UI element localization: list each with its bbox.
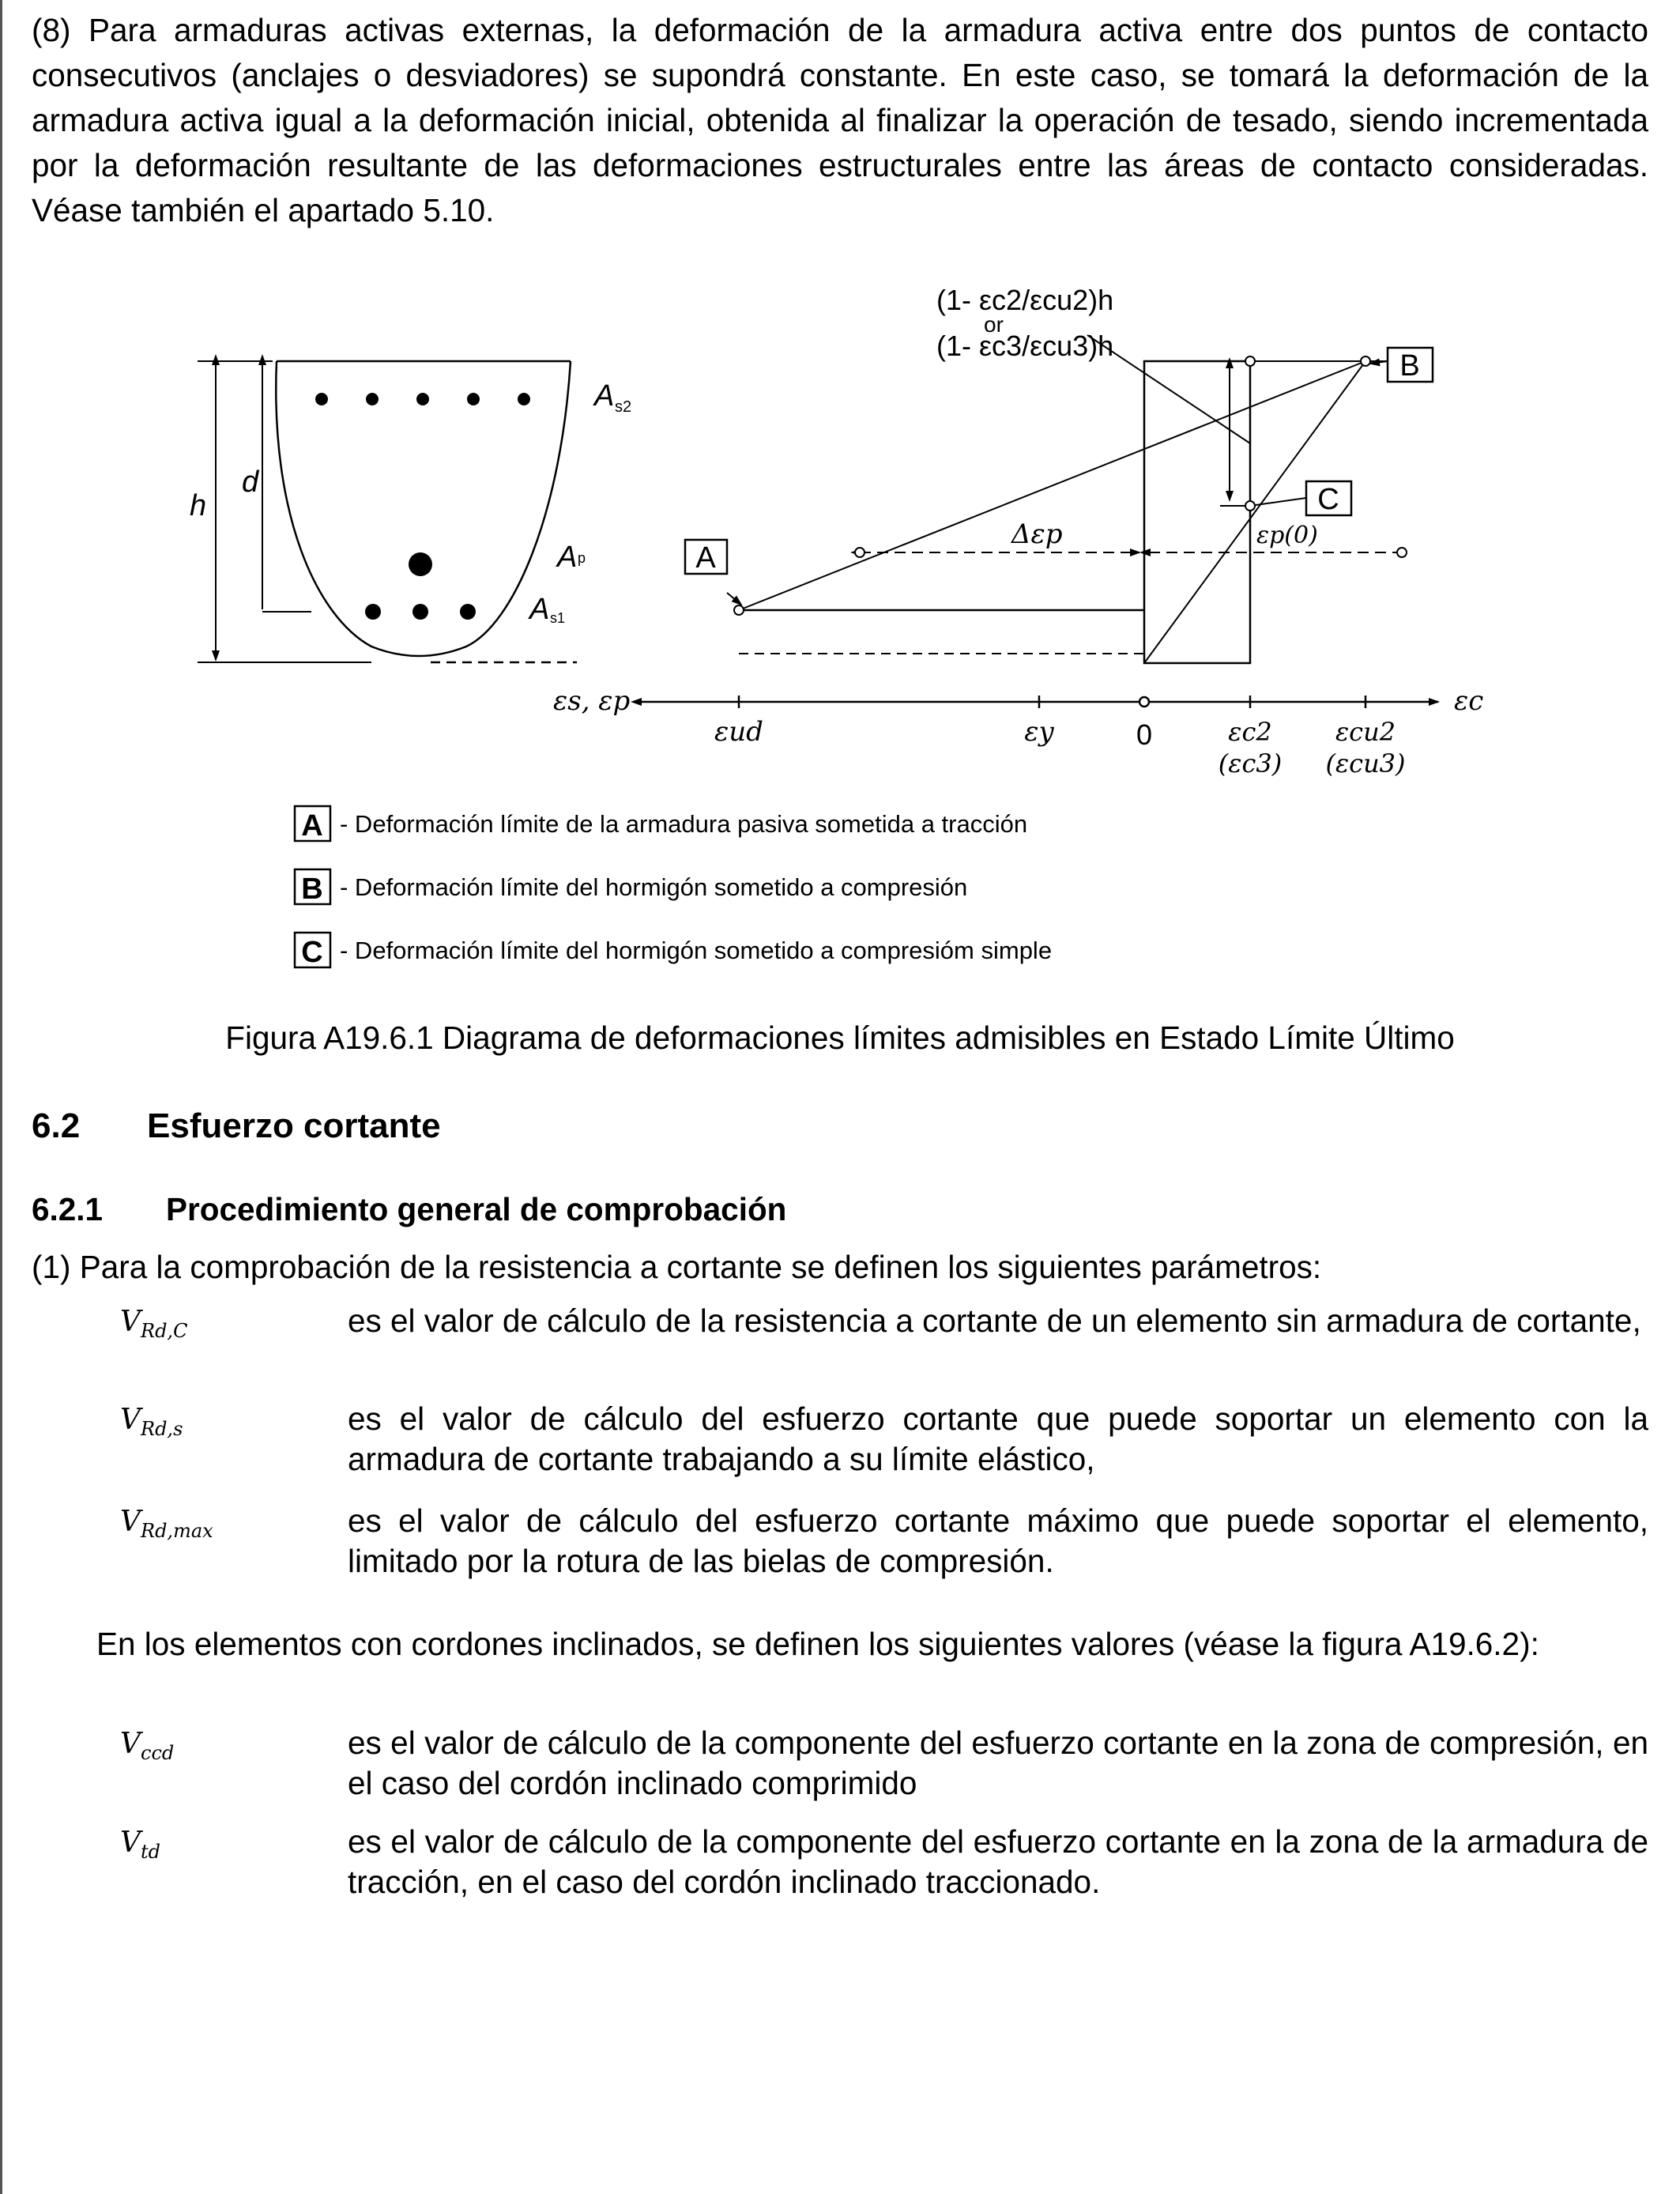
svg-text:- Deformación límite del hormi: - Deformación límite del hormigón sometido a compresión: [340, 873, 968, 901]
bottom-rebar-dot: [412, 604, 428, 620]
svg-text:C: C: [1317, 483, 1339, 516]
dimension-lines: [198, 361, 371, 662]
svg-text:- Deformación límite de la arm: - Deformación límite de la armadura pasiva sometida a tracción: [340, 810, 1028, 838]
paragraph-2: En los elementos con cordones inclinados, se definen los siguientes valores (véase la figura A19.6.2):: [96, 1626, 1539, 1662]
section-title: Esfuerzo cortante: [147, 1106, 441, 1145]
tick-label-zero: 0: [1136, 718, 1153, 751]
point-top-c: [1245, 356, 1255, 366]
h-label: h: [190, 489, 207, 522]
tick-zero-circle: [1139, 697, 1149, 707]
strain-axis: [640, 696, 1438, 708]
box-label-A: [685, 540, 727, 575]
definition-text: es el valor de cálculo de la resistencia a cortante de un elemento sin armadura de cortante,: [348, 1302, 1641, 1339]
definition-text: es el valor de cálculo de la componente del esfuerzo cortante en la zona de compresión, en el caso del cordón inclinado comprimido: [348, 1725, 1648, 1801]
section-number: 6.2: [32, 1106, 81, 1145]
definition-text: es el valor de cálculo del esfuerzo cortante máximo que puede soportar el elemento, limitado por la rotura de las bielas de compresión.: [348, 1502, 1648, 1579]
subsection-number: 6.2.1: [32, 1191, 104, 1227]
legend: [295, 806, 1052, 969]
label-As1: [528, 593, 565, 626]
legend-item-A: [295, 806, 1027, 843]
label-As2: [593, 379, 631, 416]
svg-text:s1: s1: [550, 610, 566, 626]
svg-text:A: A: [695, 541, 716, 575]
ep0-label: εp(0): [1256, 522, 1318, 549]
box-label-B: [1388, 348, 1433, 383]
svg-text:A: A: [529, 593, 550, 626]
svg-text:A: A: [557, 541, 578, 574]
top-rebar-dot: [416, 393, 429, 405]
legend-item-B: [295, 869, 967, 906]
tick-label-ecu3: (εcu3): [1325, 748, 1406, 778]
tick-label-ec2: εc2: [1228, 717, 1272, 747]
definition-text: es el valor de cálculo del esfuerzo cortante que puede soportar un elemento con la armadura de cortante trabajando a su límite elástico,: [348, 1400, 1648, 1477]
tick-label-ecu2: εcu2: [1335, 717, 1396, 747]
d-label: d: [242, 466, 259, 499]
strain-diagram-figure: [32, 253, 1648, 988]
page-left-rule: [0, 0, 2, 2194]
point-C: [1245, 501, 1255, 511]
point-ep0-end: [1397, 548, 1407, 557]
box-label-C: [1306, 481, 1351, 516]
definition-symbol: $V_{Rd,s}$: [120, 1404, 183, 1441]
svg-text:- Deformación límite del hormi: - Deformación límite del hormigón sometido a compresióm simple: [340, 937, 1053, 964]
svg-text:A: A: [301, 809, 323, 843]
svg-text:B: B: [301, 873, 323, 906]
point-B: [1361, 356, 1370, 366]
top-label-or: or: [984, 312, 1004, 337]
axis-left-label: εs, εp: [553, 685, 631, 717]
point-A: [734, 605, 744, 615]
top-label-line1: (1- εc2/εcu2)h: [936, 284, 1114, 316]
svg-text:A: A: [594, 379, 615, 413]
c-pointer-line: [1250, 498, 1306, 506]
bottom-rebar-dot: [460, 604, 476, 620]
definition-symbol: $V_{ccd}$: [120, 1728, 175, 1765]
legend-item-C: [295, 933, 1052, 969]
bottom-rebar-dot: [365, 604, 381, 620]
definition-symbol: $V_{Rd,C}$: [120, 1306, 188, 1343]
svg-text:s2: s2: [615, 398, 632, 416]
prestress-tendon-dot: [409, 552, 432, 576]
concrete-strain-block: [1144, 361, 1250, 663]
top-rebar-dot: [518, 393, 530, 405]
subsection-title: Procedimiento general de comprobación: [166, 1191, 787, 1227]
top-rebar-dot: [467, 393, 480, 405]
tick-label-ey: εy: [1024, 716, 1054, 748]
tick-label-eud: εud: [714, 716, 763, 748]
point-ep-line: [855, 548, 864, 557]
svg-text:C: C: [301, 936, 323, 969]
strain-diagram-svg: [32, 253, 1648, 988]
top-label-line2: (1- εc3/εcu3)h: [936, 330, 1114, 362]
rebar-dots: [315, 393, 530, 620]
tick-label-ec3: (εc3): [1218, 748, 1283, 778]
svg-text:p: p: [578, 550, 586, 566]
section-heading: [32, 1106, 441, 1146]
A-pointer-line: [727, 593, 741, 605]
definition-symbol: $V_{Rd,max}$: [120, 1506, 213, 1543]
intro-paragraph: (8) Para armaduras activas externas, la deformación de la armadura activa entre dos puntos de contacto consecutivos (anclajes o desviadores) se supondrá constante. En este caso, se tomará la deformación de la armadura activa igual a la deformación inicial, obtenida al finalizar la operación de tesado, siendo incrementada por la deformación resultante de las deformaciones estructurales entre las áreas de contacto consideradas. Véase también el apartado 5.10.: [32, 12, 1648, 228]
label-Ap: [556, 541, 586, 574]
axis-right-label: εc: [1454, 685, 1484, 717]
top-rebar-dot: [315, 393, 328, 405]
strain-line-A-B: [739, 361, 1365, 610]
svg-text:B: B: [1399, 349, 1420, 383]
top-rebar-dot: [366, 393, 379, 405]
figure-caption: Figura A19.6.1 Diagrama de deformaciones límites admisibles en Estado Límite Último: [225, 1020, 1455, 1056]
subsection-heading: [32, 1191, 786, 1228]
delta-ep-label: Δεp: [1011, 518, 1063, 550]
paragraph-1: (1) Para la comprobación de la resistencia a cortante se definen los siguientes parámetros:: [32, 1249, 1322, 1285]
definition-text: es el valor de cálculo de la componente del esfuerzo cortante en la zona de la armadura de tracción, en el caso del cordón inclinado traccionado.: [348, 1823, 1648, 1900]
definition-symbol: $V_{td}$: [120, 1826, 161, 1864]
